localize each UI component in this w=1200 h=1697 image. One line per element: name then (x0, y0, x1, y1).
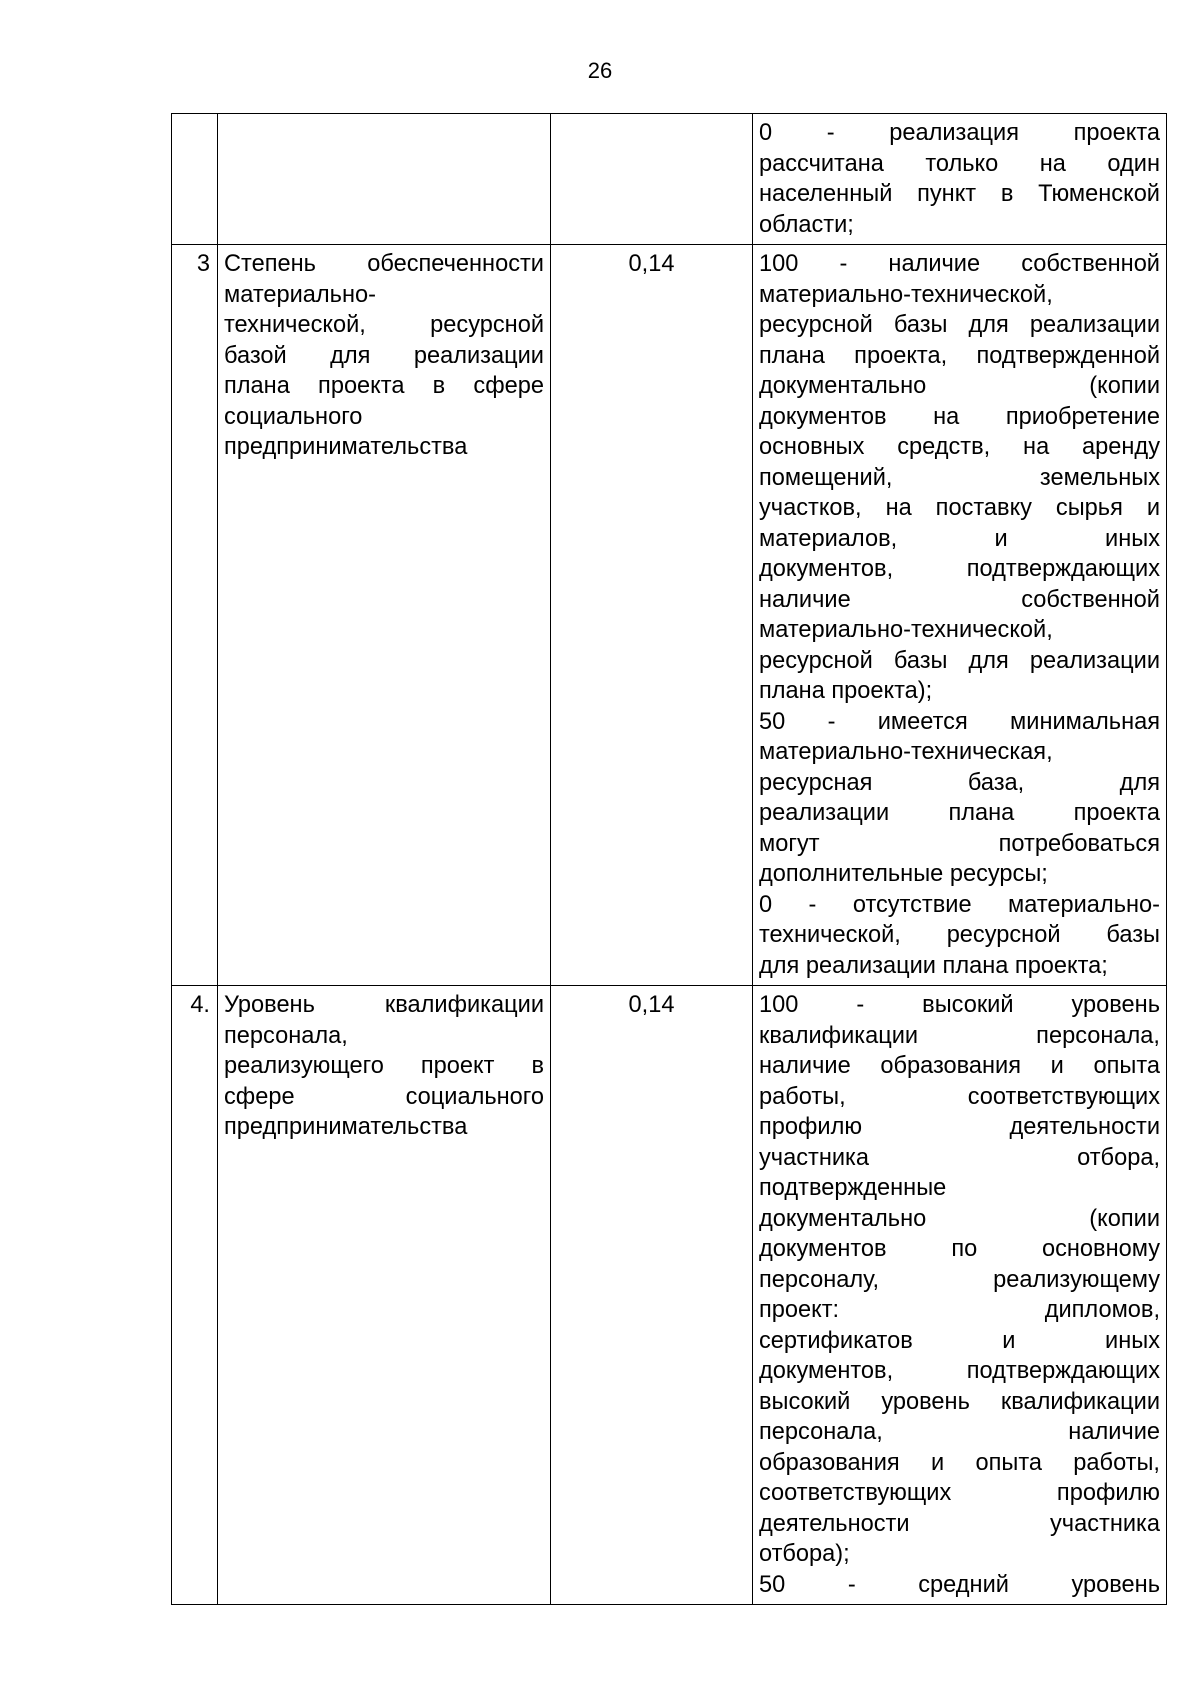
cell-text-line: материально- (224, 281, 376, 308)
cell-text-line: 0 - реализация проекта (759, 120, 1160, 146)
cell-text-line: материально-технической, (759, 281, 1053, 308)
cell-text-line: предпринимательства (224, 1114, 468, 1140)
cell-text-line: наличие собственной (759, 586, 1160, 613)
cell-text-line: области; (759, 211, 854, 238)
cell-text-line: реализации плана проекта (759, 800, 1160, 826)
table-row (172, 245, 1167, 986)
cell-text-line: реализующего проект в (224, 1053, 544, 1079)
cell-text-line: ресурсная база, для (759, 769, 1160, 796)
cell-text-line: помещений, земельных (759, 464, 1160, 491)
criteria-table-body (172, 114, 1167, 1605)
criterion-scoring-description (753, 245, 1167, 986)
cell-text-line: базой для реализации (224, 342, 544, 369)
cell-text-line: участков, на поставку сырья и (759, 495, 1160, 521)
cell-text-line: ресурсной базы для реализации (759, 312, 1160, 338)
criterion-number: 3 (172, 245, 218, 986)
cell-text-line: предпринимательства (224, 434, 468, 460)
criterion-name (218, 245, 551, 986)
criterion-weight (551, 114, 753, 245)
cell-text-line: 100 - высокий уровень (759, 992, 1160, 1018)
cell-text-line: персонала, наличие (759, 1419, 1160, 1445)
cell-text-line: документов, подтверждающих (759, 1358, 1160, 1384)
cell-text-line: деятельности участника (759, 1510, 1160, 1537)
cell-text-line: документально (копии (759, 1205, 1160, 1232)
cell-text-line: социального (224, 403, 363, 430)
cell-text-line: материально-техническая, (759, 739, 1053, 765)
cell-text-line: основных средств, на аренду (759, 434, 1160, 460)
cell-text-line: 50 - средний уровень (759, 1571, 1160, 1598)
cell-text-line: технической, ресурсной базы (759, 922, 1160, 948)
cell-text-line: 50 - имеется минимальная (759, 708, 1160, 735)
cell-text-line: технической, ресурсной (224, 312, 544, 338)
cell-text-line: участника отбора, (759, 1144, 1160, 1171)
cell-text-line: персонала, (224, 1022, 348, 1049)
table-row (172, 986, 1167, 1605)
cell-text-line: 100 - наличие собственной (759, 251, 1160, 277)
cell-text-line: соответствующих профилю (759, 1480, 1160, 1506)
cell-text-line: образования и опыта работы, (759, 1449, 1160, 1476)
criterion-number: 4. (172, 986, 218, 1605)
cell-text-line: документально (копии (759, 373, 1160, 399)
cell-text-line: профилю деятельности (759, 1114, 1160, 1140)
criterion-name (218, 986, 551, 1605)
cell-text-line: для реализации плана проекта; (759, 952, 1108, 979)
cell-text-line: персоналу, реализующему (759, 1266, 1160, 1293)
cell-text-line: 0 - отсутствие материально- (759, 891, 1160, 918)
cell-text-line: населенный пункт в Тюменской (759, 181, 1160, 207)
cell-text-line: рассчитана только на один (759, 150, 1160, 177)
cell-text-line: дополнительные ресурсы; (759, 861, 1048, 887)
criterion-scoring-description (753, 114, 1167, 245)
cell-text-line: материально-технической, (759, 617, 1053, 643)
criterion-scoring-description (753, 986, 1167, 1605)
cell-text-line: наличие образования и опыта (759, 1053, 1160, 1079)
cell-text-line: плана проекта в сфере (224, 373, 544, 399)
cell-text-line: квалификации персонала, (759, 1022, 1160, 1049)
criterion-number (172, 114, 218, 245)
cell-text-line: проект: дипломов, (759, 1297, 1160, 1323)
cell-text-line: могут потребоваться (759, 830, 1160, 857)
criterion-weight: 0,14 (551, 245, 753, 986)
table-row (172, 114, 1167, 245)
page-number: 26 (587, 58, 613, 83)
criteria-table (171, 113, 1167, 1605)
criterion-weight: 0,14 (551, 986, 753, 1605)
criterion-name (218, 114, 551, 245)
cell-text-line: материалов, и иных (759, 525, 1160, 552)
cell-text-line: подтвержденные (759, 1175, 947, 1201)
cell-text-line: работы, соответствующих (759, 1083, 1160, 1110)
cell-text-line: плана проекта, подтвержденной (759, 342, 1160, 369)
cell-text-line: высокий уровень квалификации (759, 1388, 1160, 1415)
cell-text-line: документов на приобретение (759, 403, 1160, 430)
cell-text-line: документов, подтверждающих (759, 556, 1160, 582)
cell-text-line: плана проекта); (759, 678, 933, 704)
cell-text-line: Уровень квалификации (224, 992, 544, 1018)
cell-text-line: сфере социального (224, 1083, 544, 1110)
cell-text-line: ресурсной базы для реализации (759, 647, 1160, 674)
cell-text-line: сертификатов и иных (759, 1327, 1160, 1354)
cell-text-line: документов по основному (759, 1236, 1160, 1262)
cell-text-line: Степень обеспеченности (224, 251, 544, 277)
cell-text-line: отбора); (759, 1541, 850, 1567)
